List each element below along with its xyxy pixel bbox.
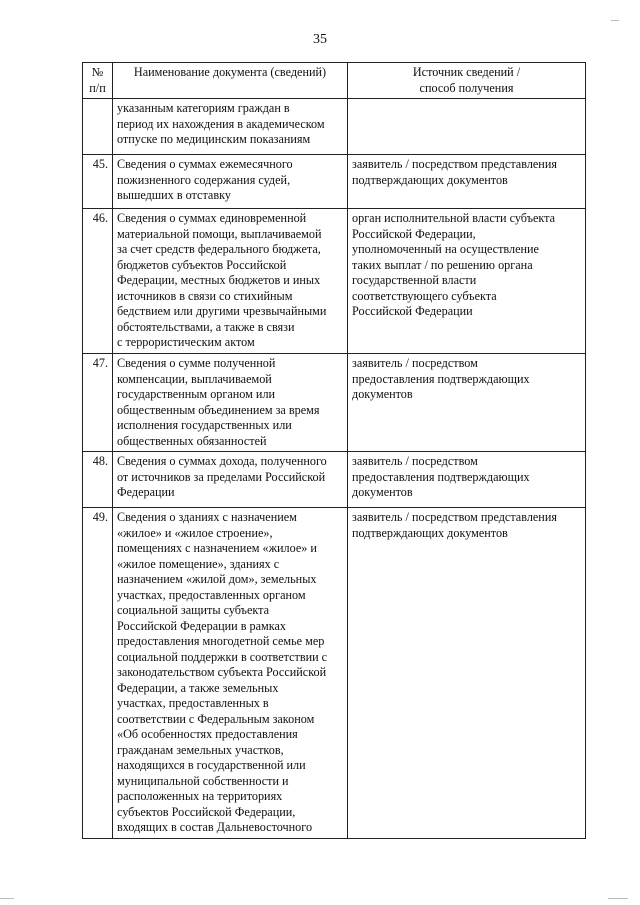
cell-text-line: государственной власти	[352, 273, 477, 287]
table-header-row	[83, 63, 586, 99]
cell-text-line: с террористическим актом	[117, 335, 255, 349]
cell-text-line: муниципальной собственности и	[117, 773, 289, 788]
cell-text-line: «Об особенностях предоставления	[117, 727, 298, 741]
table-row	[83, 99, 586, 155]
cell-text-line: «жилое помещение», зданиях с	[117, 556, 280, 571]
row-source	[348, 155, 586, 209]
scan-mark-bottom-right	[608, 898, 628, 899]
row-document-name	[113, 354, 348, 452]
header-number-line2: п/п	[89, 80, 106, 95]
row-number: 48.	[83, 452, 113, 508]
cell-text-line: заявитель / посредством представления	[352, 510, 557, 524]
header-document-name: Наименование документа (сведений)	[113, 63, 348, 99]
cell-text-line: участках, предоставленных органом	[117, 587, 306, 602]
cell-text-line: бюджетов субъектов Российской	[117, 257, 287, 272]
row-source	[348, 99, 586, 155]
cell-text-line: соответствии с Федеральным законом	[117, 711, 315, 726]
cell-text-line: за счет средств федерального бюджета,	[117, 242, 321, 256]
row-source	[348, 452, 586, 508]
row-number: 49.	[83, 508, 113, 839]
cell-text-line: документов	[352, 485, 413, 499]
row-source	[348, 354, 586, 452]
scan-mark-bottom-left	[0, 898, 14, 899]
cell-text-line: участках, предоставленных в	[117, 696, 269, 710]
row-number: 47.	[83, 354, 113, 452]
cell-text-line: субъектов Российской Федерации,	[117, 804, 296, 819]
cell-text-line: Сведения о суммах единовременной	[117, 211, 307, 225]
row-number: 46.	[83, 209, 113, 354]
cell-text-line: общественным объединением за время	[117, 402, 320, 417]
cell-text-line: назначением «жилой дом», земельных	[117, 572, 317, 586]
cell-text-line: Российской Федерации в рамках	[117, 618, 286, 633]
documents-table	[82, 62, 586, 839]
row-number: 45.	[83, 155, 113, 209]
cell-text-line: Федерации	[117, 485, 175, 499]
cell-text-line: социальной поддержки в соответствии с	[117, 649, 328, 664]
page-number: 35	[313, 32, 327, 47]
cell-text-line: исполнения государственных или	[117, 418, 292, 432]
cell-text-line: общественных обязанностей	[117, 433, 267, 448]
row-number	[83, 99, 113, 155]
cell-text-line: документов	[352, 387, 413, 401]
cell-text-line: подтверждающих документов	[352, 172, 508, 187]
scan-mark-top-right	[611, 20, 619, 21]
table-row	[83, 209, 586, 354]
cell-text-line: заявитель / посредством	[352, 356, 478, 370]
cell-text-line: государственным органом или	[117, 387, 276, 401]
row-source	[348, 508, 586, 839]
cell-text-line: период их нахождения в академическом	[117, 116, 325, 131]
cell-text-line: Сведения о суммах ежемесячного	[117, 157, 293, 171]
cell-text-line: бедствием или другими чрезвычайными	[117, 304, 327, 318]
cell-text-line: помещениях с назначением «жилое» и	[117, 541, 317, 555]
cell-text-line: Федерации, а также земельных	[117, 680, 279, 695]
cell-text-line: Федерации, местных бюджетов и иных	[117, 273, 321, 287]
header-number-line1: №	[91, 65, 104, 79]
cell-text-line: указанным категориям граждан в	[117, 101, 290, 115]
cell-text-line: предоставления многодетной семье мер	[117, 634, 325, 648]
cell-text-line: «жилое» и «жилое строение»,	[117, 525, 273, 540]
table-row	[83, 354, 586, 452]
cell-text-line: заявитель / посредством	[352, 454, 478, 468]
table-body	[83, 99, 586, 839]
cell-text-line: входящих в состав Дальневосточного	[117, 820, 313, 834]
cell-text-line: таких выплат / по решению органа	[352, 257, 533, 272]
cell-text-line: Российской Федерации,	[352, 226, 476, 241]
row-document-name	[113, 452, 348, 508]
cell-text-line: соответствующего субъекта	[352, 288, 497, 303]
cell-text-line: материальной помощи, выплачиваемой	[117, 226, 322, 241]
row-document-name	[113, 99, 348, 155]
cell-text-line: гражданам земельных участков,	[117, 742, 284, 757]
row-document-name	[113, 508, 348, 839]
cell-text-line: социальной защиты субъекта	[117, 603, 270, 617]
cell-text-line: заявитель / посредством представления	[352, 157, 557, 171]
header-number	[83, 63, 113, 99]
header-source-line2: способ получения	[419, 80, 514, 95]
cell-text-line: находящихся в государственной или	[117, 758, 306, 772]
cell-text-line: от источников за пределами Российской	[117, 469, 326, 484]
row-document-name	[113, 155, 348, 209]
cell-text-line: обстоятельствами, а также в связи	[117, 319, 295, 334]
table-row	[83, 508, 586, 839]
cell-text-line: предоставления подтверждающих	[352, 469, 530, 484]
table-row	[83, 155, 586, 209]
cell-text-line: Российской Федерации	[352, 304, 473, 318]
row-document-name	[113, 209, 348, 354]
table-row	[83, 452, 586, 508]
row-source	[348, 209, 586, 354]
cell-text-line: расположенных на территориях	[117, 789, 283, 803]
cell-text-line: Сведения о зданиях с назначением	[117, 510, 297, 524]
header-source-line1: Источник сведений /	[412, 65, 521, 79]
cell-text-line: вышедших в отставку	[117, 188, 231, 202]
cell-text-line: пожизненного содержания судей,	[117, 172, 291, 187]
cell-text-line: компенсации, выплачиваемой	[117, 371, 272, 386]
header-source	[348, 63, 586, 99]
cell-text-line: предоставления подтверждающих	[352, 371, 530, 386]
cell-text-line: Сведения о суммах дохода, полученного	[117, 454, 327, 468]
cell-text-line: законодательством субъекта Российской	[117, 665, 327, 679]
cell-text-line: орган исполнительной власти субъекта	[352, 211, 556, 225]
cell-text-line: уполномоченный на осуществление	[352, 242, 539, 256]
cell-text-line: отпуске по медицинским показаниям	[117, 132, 311, 146]
cell-text-line: Сведения о сумме полученной	[117, 356, 276, 370]
cell-text-line: подтверждающих документов	[352, 525, 508, 540]
cell-text-line: источников в связи со стихийным	[117, 288, 293, 303]
